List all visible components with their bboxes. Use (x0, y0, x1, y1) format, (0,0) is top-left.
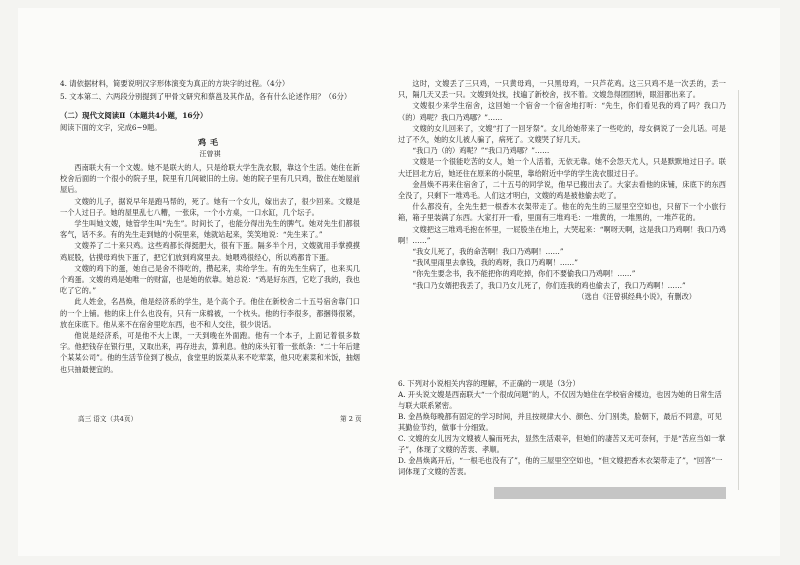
paragraph: 文嫂把这三堆鸡毛抱在怀里，一屁股坐在地上，大哭起来：“啊呀天啊，这是我口乃鸡啊！我口乃鸡啊！……” (398, 224, 726, 245)
option-a: A. 开头说文嫂是西南联大“一个很成问题”的人，不仅因为她住在学校宿舍楼边，也因为她的日常生活与联大联系紧密。 (398, 390, 722, 410)
paragraph: 文嫂的儿子，据说早年是跑马帮的，死了。她有一个女儿，嫁出去了，很少回来。文嫂是一个人过日子。她的屋里乱七八糟，一张床，一个小方桌，一口水缸，几个坛子。 (60, 196, 360, 217)
footer-page-number: 第 2 页 (340, 415, 362, 423)
paragraph: 这时，文嫂丢了三只鸡，一只黄母鸡，一只黑母鸡，一只芦花鸡。这三只鸡不是一次丢的，丢一只，隔几天又丢一只。文嫂到处找，找遍了新校舍，找不着。文嫂急得团团转，眼泪都出来了。 (398, 79, 726, 100)
paragraph: 文嫂的女儿回来了，文嫂“打了一回牙祭”。女儿给她带来了一些吃的，母女俩说了一会儿话。可是过了不久，她的女儿被人骗了，病死了。文嫂哭了好几天。 (398, 123, 726, 145)
paragraph: 西南联大有一个文嫂。她不是联大的人，只是给联大学生洗衣服，靠这个生活。她住在新校舍后面的一个很小的院子里，院里有几间破旧的土房。她的院子里有几只鸡，散住在她屋前屋后。 (60, 163, 360, 195)
paragraph: 学生叫她文嫂，她管学生叫“先生”。时间长了，也能分得出先生的脾气。她对先生们都很客气，话不多。有的先生走到她的小院里来，她就站起来，笑笑地说：“先生来了。” (60, 219, 360, 240)
paragraph: 什么都没有，全先生把一根香木衣架带走了。他在的先生的三屋里空空如也，只留下一个小旅行箱，箱子里装满了东西。大家打开一看，里面有三堆鸡毛：一堆黄的，一堆黑的，一堆芦花的。 (398, 202, 726, 223)
option-c: C. 文嫂的女儿因为文嫂被人骗而死去，显然生活艰辛，但她们的凄苦又无可奈何，于是“苦应当如一掌子”，体现了文嫂的苦衷、孝顺。 (398, 434, 726, 454)
section-heading: （二）现代文阅读Ⅱ（本题共4小题，16分） (60, 111, 208, 120)
question-6-stem: 6. 下列对小说相关内容的理解，不正确的一项是（3分） (398, 379, 580, 388)
left-text-column (60, 162, 360, 375)
question-6 (398, 378, 726, 477)
paragraph: 文嫂养了二十来只鸡。这些鸡都长得挺肥大，很有下蛋。隔多半个月，文嫂就用手掌摸摸鸡屁股，估摸母鸡快下蛋了，把它们放到鸡窝里去。她喂鸡很经心，所以鸡都肯下蛋。 (60, 241, 360, 262)
redaction-bar (494, 487, 726, 499)
paragraph: 金昌焕不再来住宿舍了，二十五号的同学说，他早已搬出去了。大家去看他的床铺，床底下的东西全没了，只剩下一堆鸡毛。人们这才明白，文嫂的鸡是被他偷去吃了。 (398, 179, 726, 201)
paragraph: “我风里雨里去拿钱，我的鸡呀，我口乃鸡啊！……” (412, 258, 578, 268)
paragraph: 他说是经济系，可是他不大上课，一天到晚在外面跑。他有一个本子，上面记着很多数字。他把钱存在银行里，又取出来，再存进去，算利息。他的床头钉着一张纸条：“二十年后建个某某公司”。他的生活节俭到了极点，食堂里的饭菜从来不吃荤菜，他只吃素菜和米饭，抽烟也只抽最便宜的。 (60, 331, 360, 374)
paragraph: 文嫂是一个很能吃苦的女人，她一个人活着，无依无靠。她不会怨天尤人，只是默默地过日子。联大迁回北方后，她还住在原来的小院里，靠给附近中学的学生洗衣服过日子。 (398, 157, 726, 178)
right-text-column (398, 78, 726, 302)
paragraph: “我口乃（的）鸡呢？”“我口乃鸡哪？”…… (412, 146, 550, 156)
paragraph: “你先生要念书，我不能把你的鸡吃掉，你们不要偷我口乃鸡啊！……” (412, 269, 636, 279)
footer-subject: 高三 语文（共4页） (78, 415, 138, 423)
question-5: 5. 文本第二、六两段分别提到了甲骨文研究和蔡邕及其作品，各有什么论述作用？（6分） (60, 92, 352, 101)
paragraph: 文嫂的鸡下的蛋，她自己是舍不得吃的，攒起来，卖给学生。有的先生生病了，也来买几个鸡蛋。文嫂的鸡是她唯一的财富，也是她的依靠。她总说：“鸡是好东西，它吃了我的，我也吃了它的。” (60, 263, 360, 296)
scan-fold-line (738, 90, 739, 490)
option-b: B. 金昌焕每晚都有固定的学习时间，并且按规律大小、颜色、分门别类，脸朝下，最后不同意，可见其勤俭节约，做事十分细致。 (398, 412, 722, 432)
paragraph: “我女儿死了，我的命苦啊！我口乃鸡啊！……” (412, 247, 564, 257)
source-citation: （选自《汪曾祺经典小说》，有删改） (577, 291, 696, 301)
paragraph: “我口乃女婿把我丢了，我口乃女儿死了，你们连我的鸡也偷去了，我口乃鸡啊！……” (412, 280, 686, 290)
option-d: D. 金昌焕离开后，“一根毛也没有了”，他的三屋里空空如也，“但文嫂把香木衣架带走了”，“回答”一词体现了文嫂的苦衷。 (398, 456, 723, 476)
section-intro: 阅读下面的文字，完成6~9题。 (60, 123, 162, 132)
story-title: 鸡毛 (198, 137, 222, 147)
story-author: 汪曾祺 (199, 150, 221, 158)
paragraph: 文嫂很少来学生宿舍，这回她一个宿舍一个宿舍地打听：“先生，你们看见我的鸡了吗？我口乃（的）鸡呢？我口乃鸡哪？”…… (398, 101, 726, 122)
question-4: 4. 请依据材料，简要说明汉字形体演变为真正的方块字的过程。（4分） (60, 79, 290, 88)
paragraph: 此人姓金，名昌焕，他是经济系的学生，是个高个子。他住在新校舍二十五号宿舍靠门口的一个上铺。他的床上什么也没有，只有一床棉被，一个枕头。他的行李很多，都捆得很紧，放在床底下。他从来不在宿舍里吃东西，也不和人交往，很少说话。 (60, 297, 360, 329)
